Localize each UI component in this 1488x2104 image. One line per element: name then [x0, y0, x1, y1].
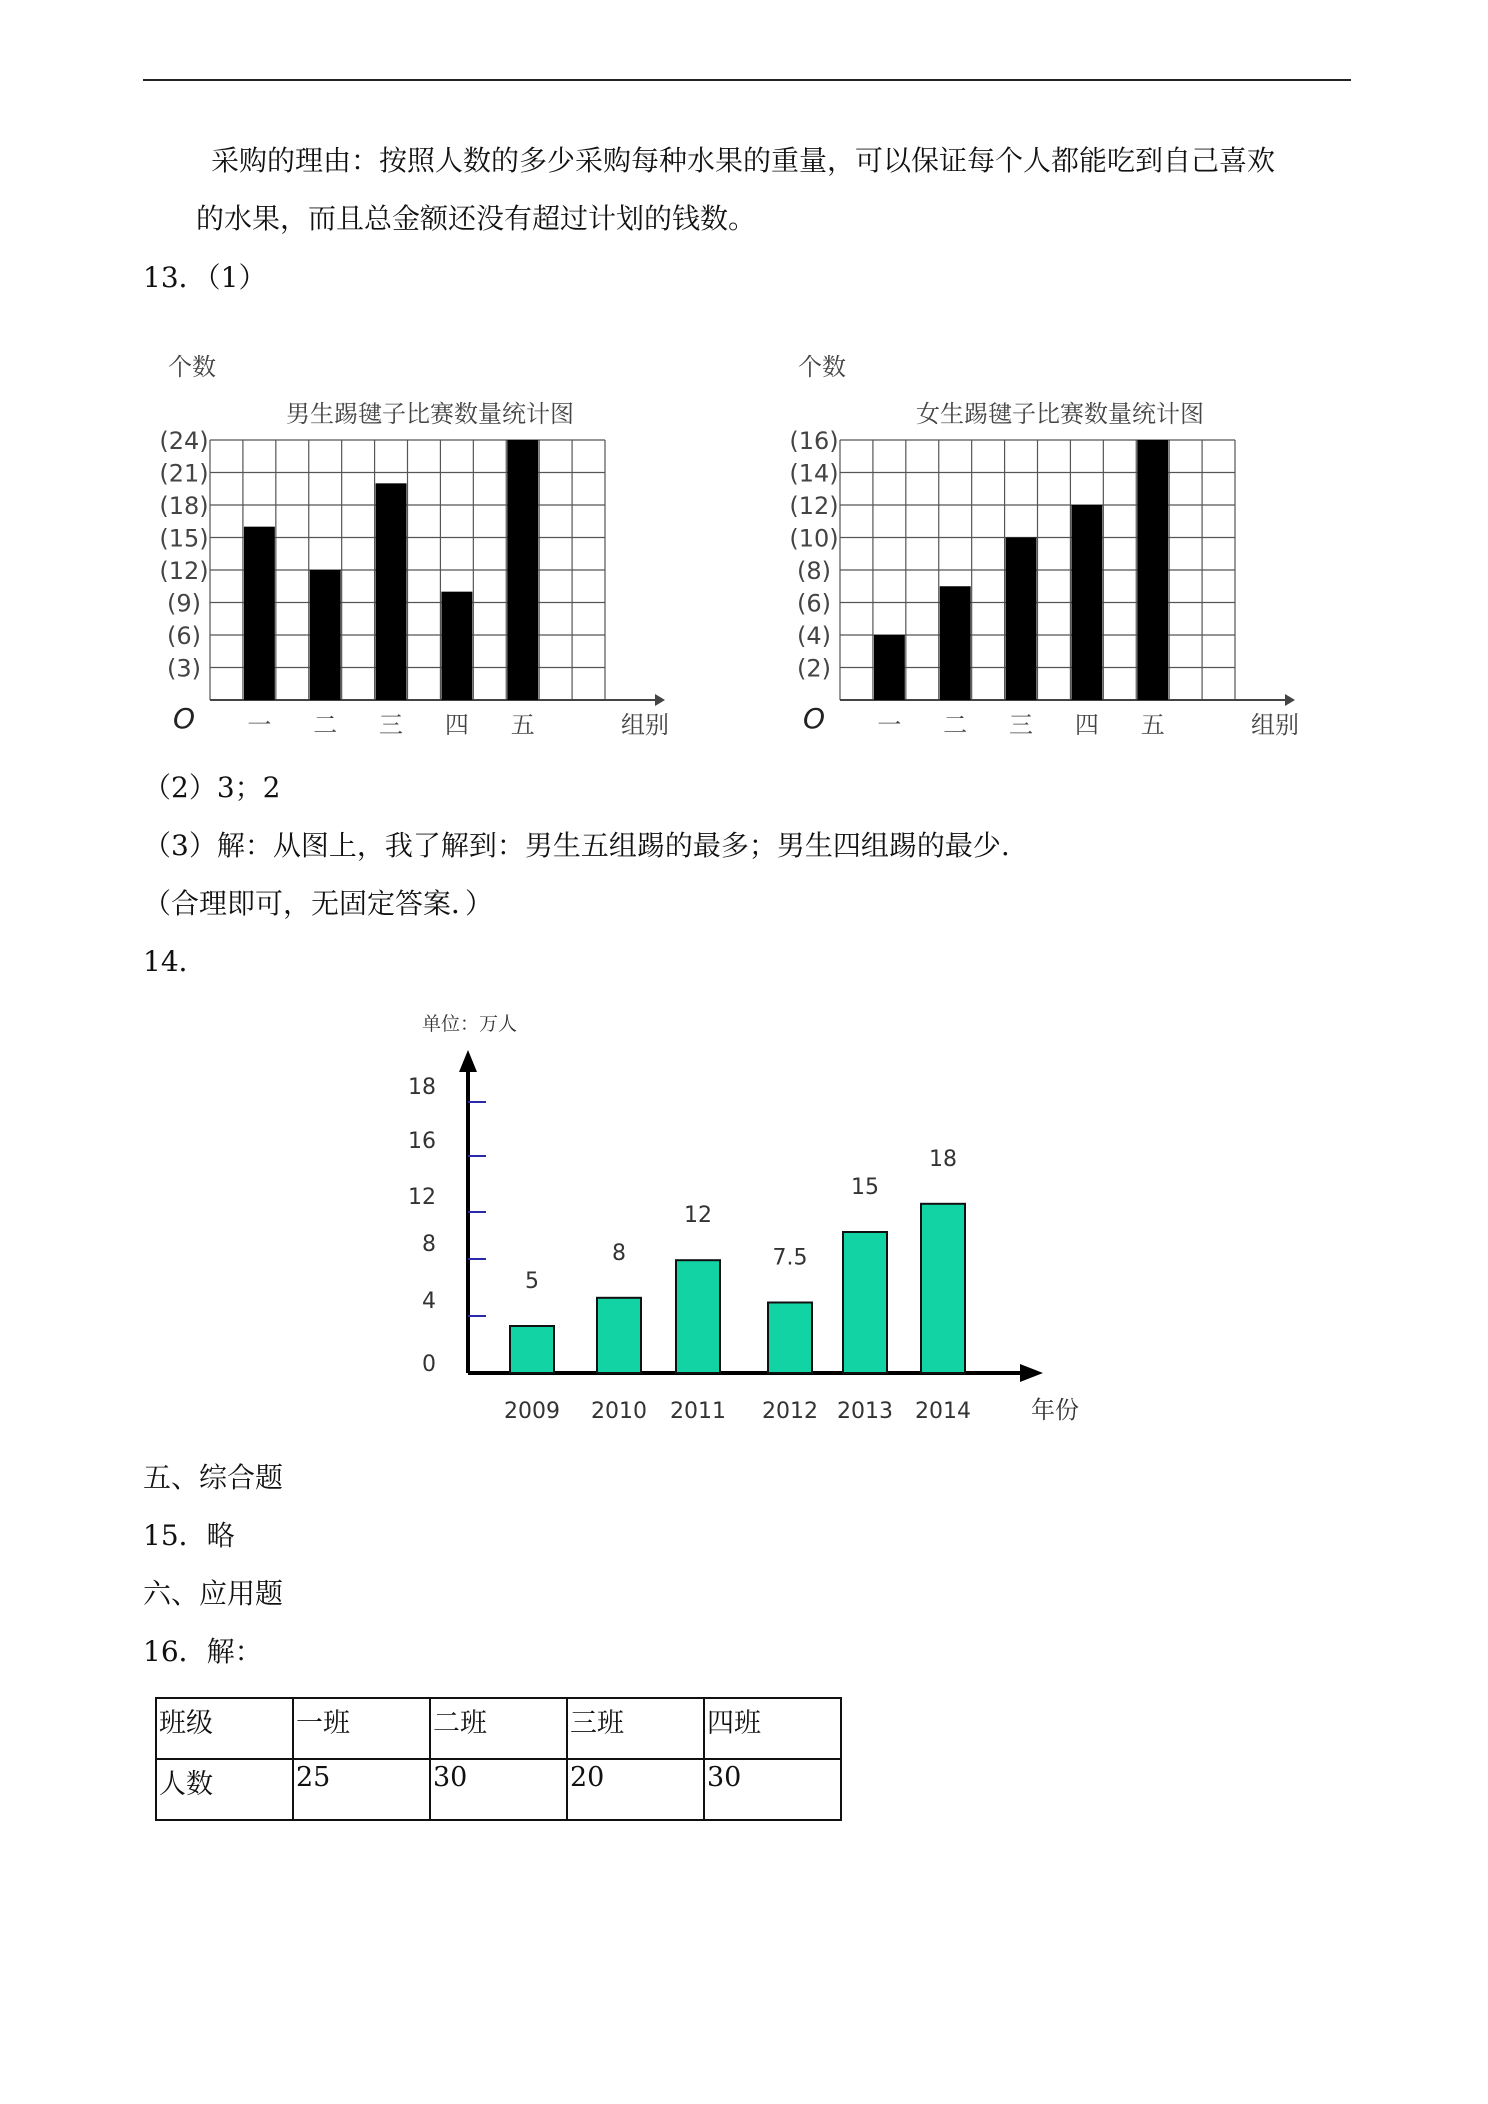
data-label: 5 [525, 1269, 539, 1294]
x-tick-label: 2011 [670, 1399, 726, 1424]
bar [843, 1232, 887, 1373]
q16-label: 16．解： [143, 1635, 263, 1668]
table-cell: 25 [293, 1759, 430, 1820]
table-cell: 30 [704, 1759, 841, 1820]
x-tick-label: 五 [510, 711, 535, 739]
bar [874, 635, 905, 700]
y-tick-label: 18 [408, 1075, 436, 1100]
bar [310, 570, 341, 700]
girls-shuttlecock-chart [780, 345, 1325, 740]
y-tick-label: (24) [159, 427, 209, 455]
x-axis-arrow [1285, 694, 1295, 706]
bar [676, 1260, 720, 1373]
x-axis-arrow [655, 694, 665, 706]
section-5-heading: 五、综合题 [143, 1461, 284, 1494]
y-tick-label: (6) [167, 622, 201, 650]
y-tick-label: 0 [422, 1352, 436, 1377]
chart-title: 女生踢毽子比赛数量统计图 [916, 400, 1204, 428]
bar [510, 1326, 554, 1373]
data-label: 12 [684, 1203, 712, 1229]
y-axis-arrow [459, 1050, 477, 1072]
y-tick-label: (3) [167, 654, 201, 683]
q13-part2: （2）3；2 [143, 771, 281, 804]
population-bar-chart [380, 1000, 1100, 1440]
bar [507, 440, 538, 700]
y-tick-label: (9) [167, 589, 201, 618]
x-tick-label: 2009 [504, 1399, 560, 1424]
x-tick-label: 2014 [915, 1399, 971, 1424]
x-tick-label: 一 [247, 711, 272, 739]
q15-answer: 15．略 [143, 1519, 235, 1552]
data-label: 15 [851, 1175, 879, 1200]
q13-label: 13．（1） [143, 261, 267, 294]
data-label: 8 [612, 1240, 626, 1266]
y-tick-label: (21) [159, 459, 209, 488]
bar [597, 1298, 641, 1373]
x-tick-label: 五 [1140, 711, 1165, 739]
unit-label: 单位：万人 [422, 1013, 518, 1035]
y-tick-label: 16 [408, 1129, 436, 1154]
section-6-heading: 六、应用题 [143, 1577, 284, 1610]
q13-note: （合理即可，无固定答案．） [143, 887, 494, 920]
x-axis-label: 年份 [1031, 1396, 1079, 1424]
table-cell: 三班 [567, 1698, 704, 1759]
bar [1006, 538, 1037, 701]
bar [1137, 440, 1168, 700]
bar [376, 483, 407, 700]
table-cell: 四班 [704, 1698, 841, 1759]
origin-label: O [802, 702, 826, 735]
y-tick-label: (16) [789, 427, 839, 455]
header-rule [143, 79, 1351, 81]
x-axis-label: 组别 [1251, 711, 1299, 739]
y-tick-label: (12) [159, 557, 209, 585]
y-tick-label: 8 [422, 1232, 436, 1257]
table-cell: 30 [430, 1759, 567, 1820]
y-tick-label: (8) [797, 557, 831, 585]
table-cell: 一班 [293, 1698, 430, 1759]
x-tick-label: 四 [444, 711, 469, 739]
x-tick-label: 四 [1074, 711, 1099, 739]
x-tick-label: 二 [313, 711, 338, 739]
y-tick-label: (14) [789, 459, 839, 488]
class-headcount-table [155, 1697, 842, 1821]
x-tick-label: 二 [943, 711, 968, 739]
x-tick-label: 2012 [762, 1399, 818, 1424]
data-label: 7.5 [772, 1245, 808, 1271]
table-cell: 人数 [156, 1759, 293, 1820]
x-tick-label: 三 [1009, 711, 1034, 739]
table-row [156, 1759, 841, 1820]
y-tick-label: (15) [159, 524, 209, 553]
bar [1071, 505, 1102, 700]
y-axis-label: 个数 [168, 353, 216, 381]
boys-shuttlecock-chart [150, 345, 695, 740]
bar [940, 586, 971, 700]
y-tick-label: (18) [159, 492, 209, 520]
y-tick-label: 12 [408, 1185, 436, 1210]
y-tick-label: (10) [789, 524, 839, 553]
origin-label: O [172, 702, 196, 735]
x-tick-label: 一 [877, 711, 902, 739]
y-tick-label: (2) [797, 654, 831, 683]
y-axis-label: 个数 [798, 353, 846, 381]
reason-line-2: 的水果，而且总金额还没有超过计划的钱数。 [196, 202, 757, 235]
x-axis-label: 组别 [621, 711, 669, 739]
q13-part3: （3）解：从图上，我了解到：男生五组踢的最多；男生四组踢的最少. [143, 829, 1010, 862]
chart-title: 男生踢毽子比赛数量统计图 [286, 400, 574, 428]
reason-line-1: 采购的理由：按照人数的多少采购每种水果的重量，可以保证每个人都能吃到自己喜欢 [211, 144, 1276, 177]
y-tick-label: 4 [422, 1289, 436, 1314]
table-cell: 20 [567, 1759, 704, 1820]
data-label: 18 [929, 1146, 957, 1172]
bar [921, 1204, 965, 1373]
table-cell: 二班 [430, 1698, 567, 1759]
x-tick-label: 2013 [837, 1399, 893, 1424]
bar [441, 592, 472, 700]
q14-label: 14． [143, 945, 207, 978]
y-tick-label: (6) [797, 589, 831, 618]
bar [768, 1303, 812, 1374]
x-tick-label: 三 [379, 711, 404, 739]
x-tick-label: 2010 [591, 1399, 647, 1424]
y-tick-label: (4) [797, 622, 831, 650]
y-tick-label: (12) [789, 492, 839, 520]
bar [244, 527, 275, 700]
x-axis-arrow [1020, 1364, 1043, 1382]
table-row [156, 1698, 841, 1759]
table-cell: 班级 [156, 1698, 293, 1759]
